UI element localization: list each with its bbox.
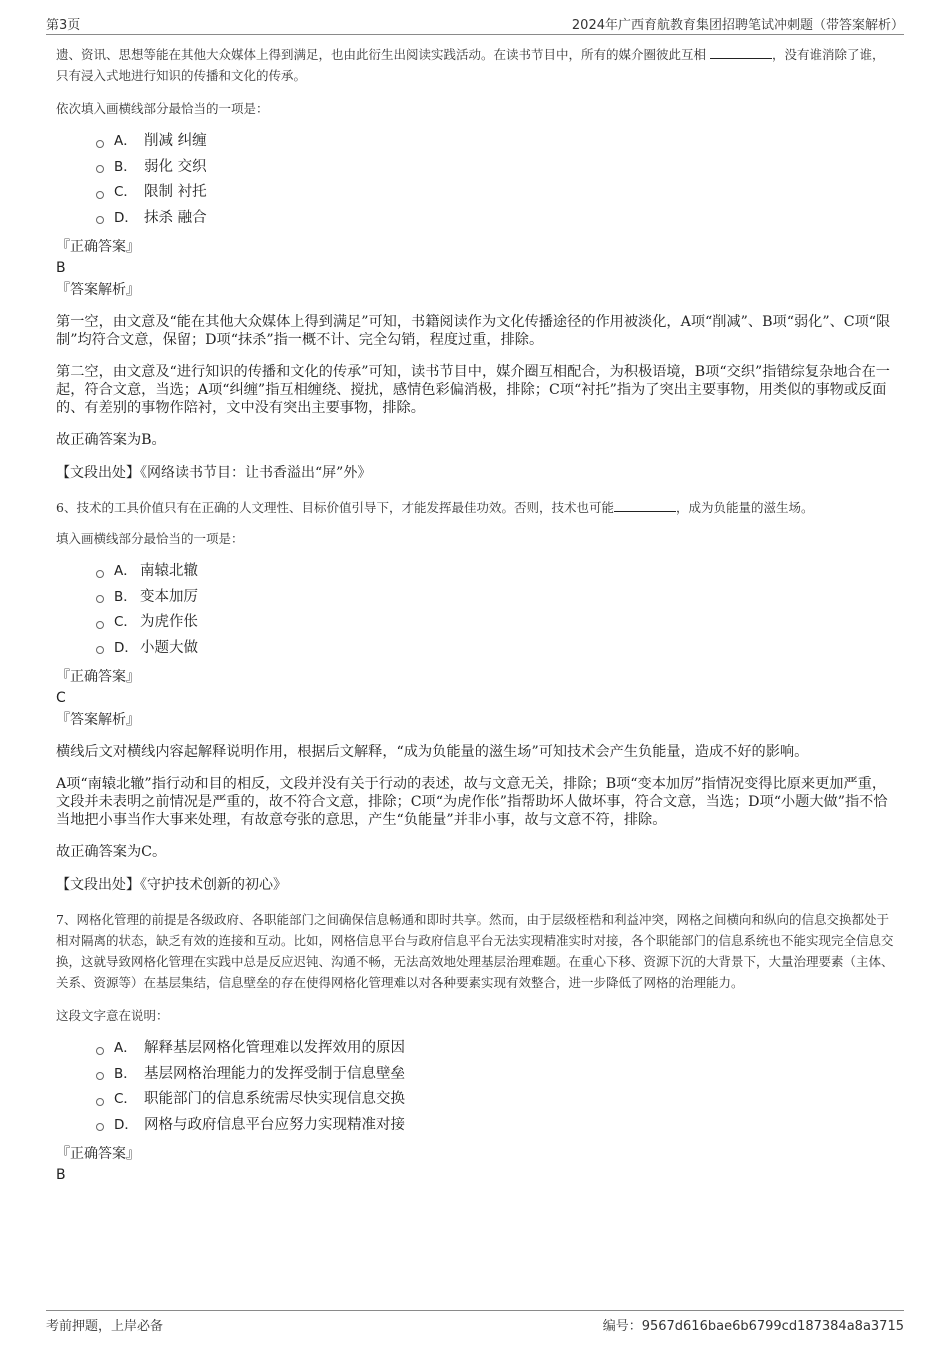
radio-icon[interactable] [96,646,104,654]
option-c[interactable]: C． 职能部门的信息系统需尽快实现信息交换 [96,1087,894,1113]
answer-value: B [56,1167,66,1183]
option-d[interactable]: D． 网格与政府信息平台应努力实现精准对接 [96,1113,894,1139]
radio-icon[interactable] [96,1098,104,1106]
answer-label: 『正确答案』 [56,1146,140,1162]
answer-value: B [56,260,66,276]
analysis-label: 『答案解析』 [56,282,140,298]
analysis-label: 『答案解析』 [56,712,140,728]
blank-line [710,46,772,59]
analysis-conclusion: 故正确答案为C。 [56,844,167,860]
radio-icon[interactable] [96,165,104,173]
radio-icon[interactable] [96,191,104,199]
radio-icon[interactable] [96,140,104,148]
q5-prompt: 依次填入画横线部分最恰当的一项是： [56,101,269,116]
q6-options [96,559,894,661]
option-c[interactable]: C． 为虎作伥 [96,610,894,636]
analysis-conclusion: 故正确答案为B。 [56,432,166,448]
document-code: 编号：9567d616bae6b6799cd187384a8a3715 [602,1319,904,1334]
option-c[interactable]: C． 限制 衬托 [96,180,894,206]
option-b[interactable]: B． 变本加厉 [96,585,894,611]
answer-label: 『正确答案』 [56,669,140,685]
answer-value: C [56,690,66,706]
radio-icon[interactable] [96,1123,104,1131]
option-d[interactable]: D． 抹杀 融合 [96,206,894,232]
radio-icon[interactable] [96,621,104,629]
radio-icon[interactable] [96,216,104,224]
q7-options [96,1036,894,1138]
blank-line [614,499,676,512]
q6-question: 6、技术的工具价值只有在正确的人文理性、目标价值引导下，才能发挥最佳功效。否则，技术也可能 ，成为负能量的滋生场。 [56,500,814,515]
option-a[interactable]: A． 削减 纠缠 [96,129,894,155]
option-a[interactable]: A． 南辕北辙 [96,559,894,585]
source-citation: 【文段出处】《守护技术创新的初心》 [56,877,287,893]
option-a[interactable]: A． 解释基层网格化管理难以发挥效用的原因 [96,1036,894,1062]
analysis-paragraph: 第二空，由文意及“进行知识的传播和文化的传承”可知，读书节目中，媒介圈互相配合，为积极语境，B项“交织”指错综复杂地合在一起，符合文意，当选；A项“纠缠”指互相缠绕、搅扰，感情色彩偏消极，排除；C项“衬托”指为了突出主要事物，用类似的事物或反面的、有差别的事物作陪衬，文中没有突出主要事物，排除。 [56,364,890,416]
analysis-paragraph: 第一空，由文意及“能在其他大众媒体上得到满足”可知，书籍阅读作为文化传播途径的作用被淡化，A项“削减”、B项“弱化”、C项“限制”均符合文意，保留；D项“抹杀”指一概不计、完全勾销，程度过重，排除。 [56,314,891,348]
q5-passage: 遗、资讯、思想等能在其他大众媒体上得到满足，也由此衍生出阅读实践活动。在读书节目中，所有的媒介圈彼此互相 ，没有谁消除了谁，只有浸入式地进行知识的传播和文化的传承。 [56,47,885,83]
q7-question: 7、网格化管理的前提是各级政府、各职能部门之间确保信息畅通和即时共享。然而，由于层级桎梏和利益冲突，网格之间横向和纵向的信息交换都处于相对隔离的状态，缺乏有效的连接和互动。比如，网格信息平台与政府信息平台无法实现精准实时对接，各个职能部门的信息系统也不能实现完全信息交换，这就导致网格化管理在实践中总是反应迟钝、沟通不畅，无法高效地处理基层治理难题。在重心下移、资源下沉的大背景下，大量治理要素（主体、关系、资源等）在基层集结，信息壁垒的存在使得网格化管理难以对各种要素实现有效整合，进一步降低了网格的治理能力。 [56,912,894,990]
analysis-paragraph: A项“南辕北辙”指行动和目的相反，文段并没有关于行动的表述，故与文意无关，排除；B项“变本加厉”指情况变得比原来更加严重，文段并未表明之前情况是严重的，故不符合文意，排除；C项“为虎作伥”指帮助坏人做坏事，符合文意，当选；D项“小题大做”指不恰当地把小事当作大事来处理，有故意夸张的意思，产生“负能量”并非小事，故与文意不符，排除。 [56,776,888,828]
option-b[interactable]: B． 弱化 交织 [96,155,894,181]
footer-slogan: 考前押题，上岸必备 [46,1319,164,1334]
page-header [46,12,904,35]
q7-prompt: 这段文字意在说明： [56,1008,169,1023]
radio-icon[interactable] [96,1072,104,1080]
source-citation: 【文段出处】《网络读书节目：让书香溢出“屏”外》 [56,465,372,481]
page-footer [46,1310,904,1341]
page-number: 第3页 [46,18,81,33]
radio-icon[interactable] [96,570,104,578]
q5-options [96,129,894,231]
option-b[interactable]: B． 基层网格治理能力的发挥受制于信息壁垒 [96,1062,894,1088]
option-d[interactable]: D． 小题大做 [96,636,894,662]
q6-prompt: 填入画横线部分最恰当的一项是： [56,531,244,546]
analysis-paragraph: 横线后文对横线内容起解释说明作用，根据后文解释，“成为负能量的滋生场”可知技术会产生负能量，造成不好的影响。 [56,744,809,760]
radio-icon[interactable] [96,1047,104,1055]
document-title: 2024年广西育航教育集团招聘笔试冲刺题（带答案解析） [571,18,904,33]
answer-label: 『正确答案』 [56,239,140,255]
radio-icon[interactable] [96,595,104,603]
page-content [56,44,894,1185]
